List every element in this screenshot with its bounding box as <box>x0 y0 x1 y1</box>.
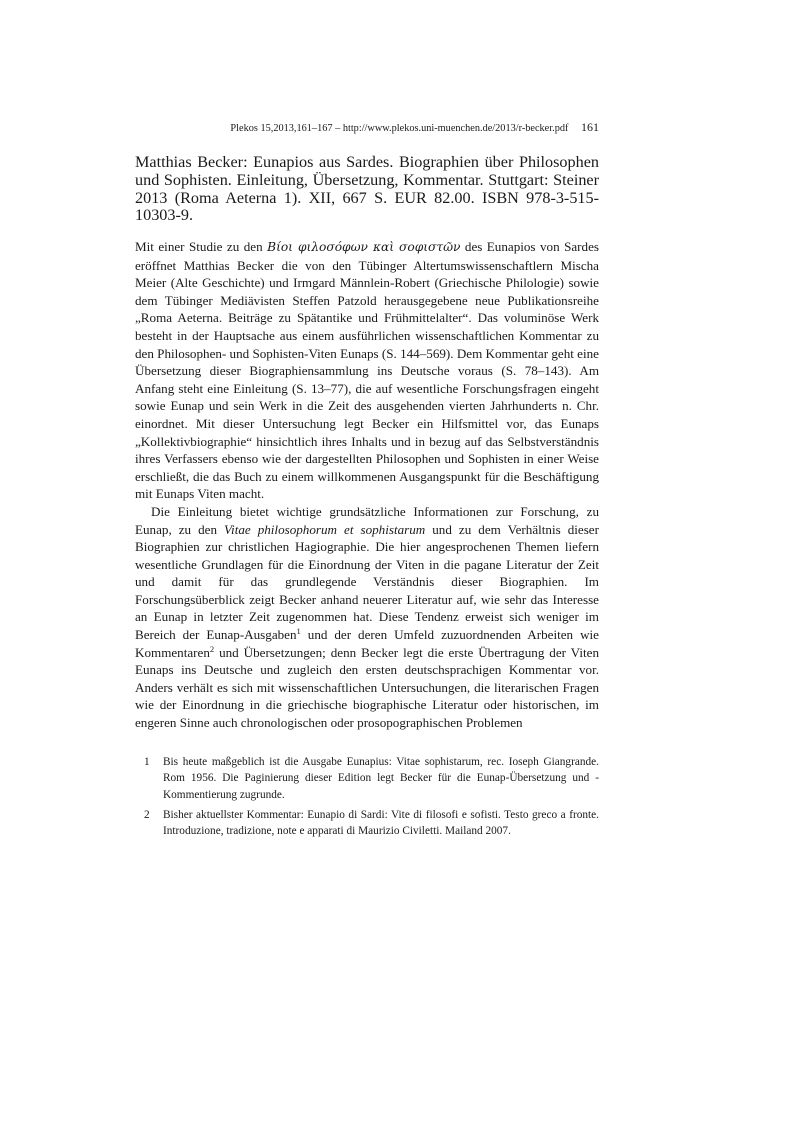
greek-title: Βίοι φιλοσόφων καὶ σοφιστῶν <box>267 240 461 254</box>
paragraph-1-text-a: Mit einer Studie zu den <box>135 239 263 254</box>
footnote-1 <box>135 754 599 803</box>
paragraph-1-text-b: des Eunapios von Sardes eröffnet Matthias Becker die von den Tübinger Altertumswissenschaftlern Mischa Meier (Alte Geschichte) und Irmgard Männlein-Robert (Griechische Philologie) sowie dem Tübinger Mediävisten Steffen Patzold herausgegebene neue Publikationsreihe „Roma Aeterna. Beiträge zu Spätantike und Frühmittelalter“. Das voluminöse Werk besteht in der Hauptsache aus einem ausführlichen wissenschaftlichen Kommentar zu den Philosophen- und Sophisten-Viten Eunaps (S. 144–569). Dem Kommentar geht eine Übersetzung dieser Biographiensammlung ins Deutsche voraus (S. 78–143). Am Anfang steht eine Einleitung (S. 13–77), die auf wesentliche Forschungsfragen eingeht sowie Eunap und sein Werk in die Zeit des ausgehenden vierten Jahrhunderts n. Chr. einordnet. Mit dieser Untersuchung legt Becker ein Hilfsmittel vor, das Eunaps „Kollektivbiographie“ hinsichtlich ihres Inhalts und in bezug auf das Selbstverständnis ihres Verfassers ebenso wie der dargestellten Philosophen und Sophisten in einer Weise erschließt, die das Buch zu einem willkommenen Ausgangspunkt für die Beschäftigung mit Eunaps Viten macht. <box>135 239 599 502</box>
footnote-ref-1[interactable]: 1 <box>296 626 301 637</box>
footnote-number: 1 <box>144 756 150 768</box>
footnote-2 <box>135 807 599 840</box>
body-text <box>135 238 599 732</box>
footnote-ref-2[interactable]: 2 <box>209 643 215 654</box>
paragraph-2-text-c: und der deren Umfeld zuzuordnenden Arbeiten wie Kommentaren <box>135 627 599 660</box>
paragraph-2-text-d: und Übersetzungen; denn Becker legt die erste Übertragung der Viten Eunaps ins Deutsche und zugleich den ersten deutschsprachigen Kommentar vor. Anders verhält es sich mit wissenschaftlichen Untersuchungen, die literarischen Fragen wie der Einordnung in die griechische biographische Literatur oder historischen, im engeren Sinne auch chronologischen oder prosopographischen Problemen <box>135 644 599 731</box>
paragraph-2-text-b: und zu dem Verhältnis dieser Biographien zur christlichen Hagiographie. Die hier angesprochenen Themen liefern wesentliche Grundlagen für die Einordnung der Viten in die pagane Literatur der Zeit und damit für das grundlegende Verständnis dieser Biographien. Im Forschungsüberblick zeigt Becker anhand neuerer Literatur auf, wie sehr das Interesse an Eunap in letzter Zeit zugenommen hat. Diese Tendenz erweist sich weniger im Bereich der Eunap-Ausgaben <box>135 521 599 643</box>
paragraph-1 <box>135 238 599 503</box>
review-title: Matthias Becker: Eunapios aus Sardes. Biographien über Philosophen und Sophisten. Einleitung, Übersetzung, Kommentar. Stuttgart: Steiner 2013 (Roma Aeterna 1). XII, 667 S. EUR 82.00. ISBN 978-3-515-10303-9. <box>135 153 599 225</box>
journal-citation: Plekos 15,2013,161–167 – http://www.plekos.uni-muenchen.de/2013/r-becker.pdf <box>230 123 569 134</box>
footnote-number: 2 <box>144 808 150 821</box>
footnote-text: Bis heute maßgeblich ist die Ausgabe Eunapius: Vitae sophistarum, rec. Ioseph Giangrande. Rom 1956. Die Paginierung dieser Edition legt Becker für die Eunap-Übersetzung und -Kommentierung zugrunde. <box>163 756 599 801</box>
paragraph-2 <box>135 503 599 732</box>
paragraph-2-text-a: Die Einleitung bietet wichtige grundsätzliche Informationen zur Forschung, zu Eunap, zu den <box>135 503 599 537</box>
footnotes <box>135 754 599 843</box>
footnote-text: Bisher aktuellster Kommentar: Eunapio di Sardi: Vite di filosofi e sofisti. Testo greco a fronte. Introduzione, tradizione, note e apparati di Maurizio Civiletti. Mailand 2007. <box>163 808 599 838</box>
running-header <box>135 120 599 136</box>
italic-title: Vitae philosophorum et sophistarum <box>224 521 426 537</box>
page-number: 161 <box>581 120 599 134</box>
